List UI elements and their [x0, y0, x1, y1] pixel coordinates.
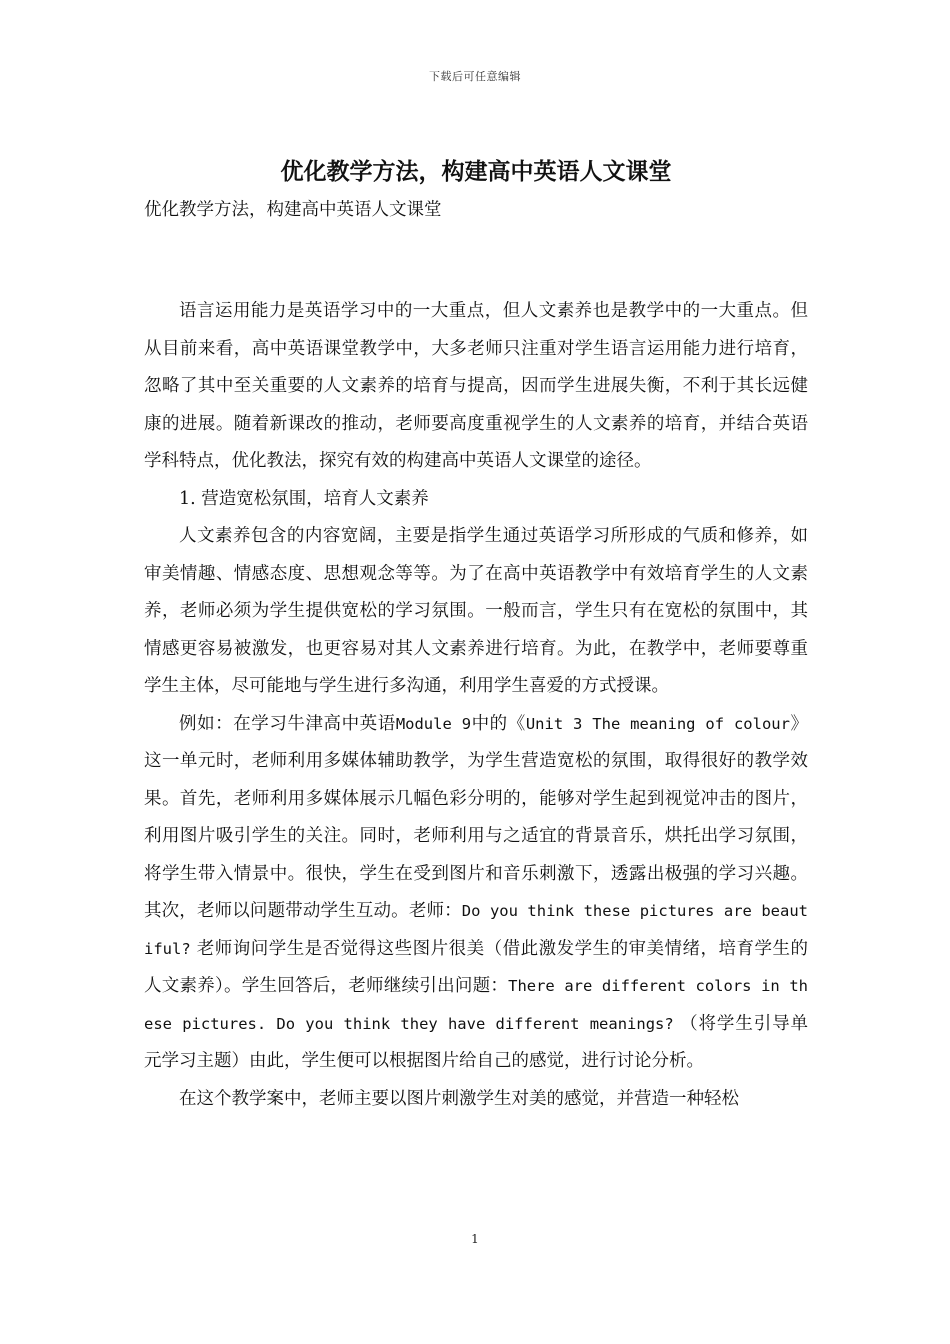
document-body	[144, 150, 808, 1118]
unit-name: Unit 3 The meaning of colour	[525, 714, 790, 733]
example-text: 》这一单元时，老师利用多媒体辅助教学，为学生营造宽松的氛围，取得很好的教学效果。首先，老师利用多媒体展示几幅色彩分明的，能够对学生起到视觉冲击的图片，利用图片吸引学生的关注。同时，老师利用与之适宜的背景音乐，烘托出学习氛围，将学生带入情景中。很快，学生在受到图片和音乐刺激下，透露出极强的学习兴趣。其次，老师以问题带动学生互动。老师：	[144, 713, 809, 921]
page-number: 1	[471, 1232, 479, 1246]
example-text: 中的《	[471, 713, 526, 734]
example-text: （将学生引导单元学习主题）由此，学生便可以根据图片给自己的感觉，进行讨论分析。	[144, 1013, 808, 1071]
document-subtitle: 优化教学方法，构建高中英语人文课堂	[144, 200, 442, 220]
header-note: 下载后可任意编辑	[429, 70, 521, 83]
english-question-2: There are different colors in these pictures. Do you think they have different meanings?	[144, 977, 809, 1033]
section-heading-1: 1. 营造宽松氛围，培育人文素养	[179, 488, 429, 509]
paragraph-example	[144, 706, 808, 1081]
paragraph-section-1: 人文素养包含的内容宽阔，主要是指学生通过英语学习所形成的气质和修养，如审美情趣、情感态度、思想观念等等。为了在高中英语教学中有效培育学生的人文素养，老师必须为学生提供宽松的学习氛围。一般而言，学生只有在宽松的氛围中，其情感更容易被激发，也更容易对其人文素养进行培育。为此，在教学中，老师要尊重学生主体，尽可能地与学生进行多沟通，利用学生喜爱的方式授课。	[144, 526, 808, 696]
module-name: Module 9	[395, 714, 472, 733]
example-text: 老师询问学生是否觉得这些图片很美（借此激发学生的审美情绪，培育学生的人文素养）。学生回答后，老师继续引出问题：	[144, 938, 808, 996]
paragraph-intro: 语言运用能力是英语学习中的一大重点，但人文素养也是教学中的一大重点。但从目前来看，高中英语课堂教学中，大多老师只注重对学生语言运用能力进行培育，忽略了其中至关重要的人文素养的培育与提高，因而学生进展失衡，不利于其长远健康的进展。随着新课改的推动，老师要高度重视学生的人文素养的培育，并结合英语学科特点，优化教法，探究有效的构建高中英语人文课堂的途径。	[144, 301, 808, 471]
paragraph-analysis: 在这个教学案中，老师主要以图片刺激学生对美的感觉，并营造一种轻松	[179, 1088, 739, 1109]
english-question-1: Do you think these pictures are beautiful?	[144, 902, 809, 958]
example-text: 例如：在学习牛津高中英语	[179, 713, 396, 734]
blank-line	[144, 227, 808, 293]
document-title: 优化教学方法，构建高中英语人文课堂	[280, 158, 672, 185]
